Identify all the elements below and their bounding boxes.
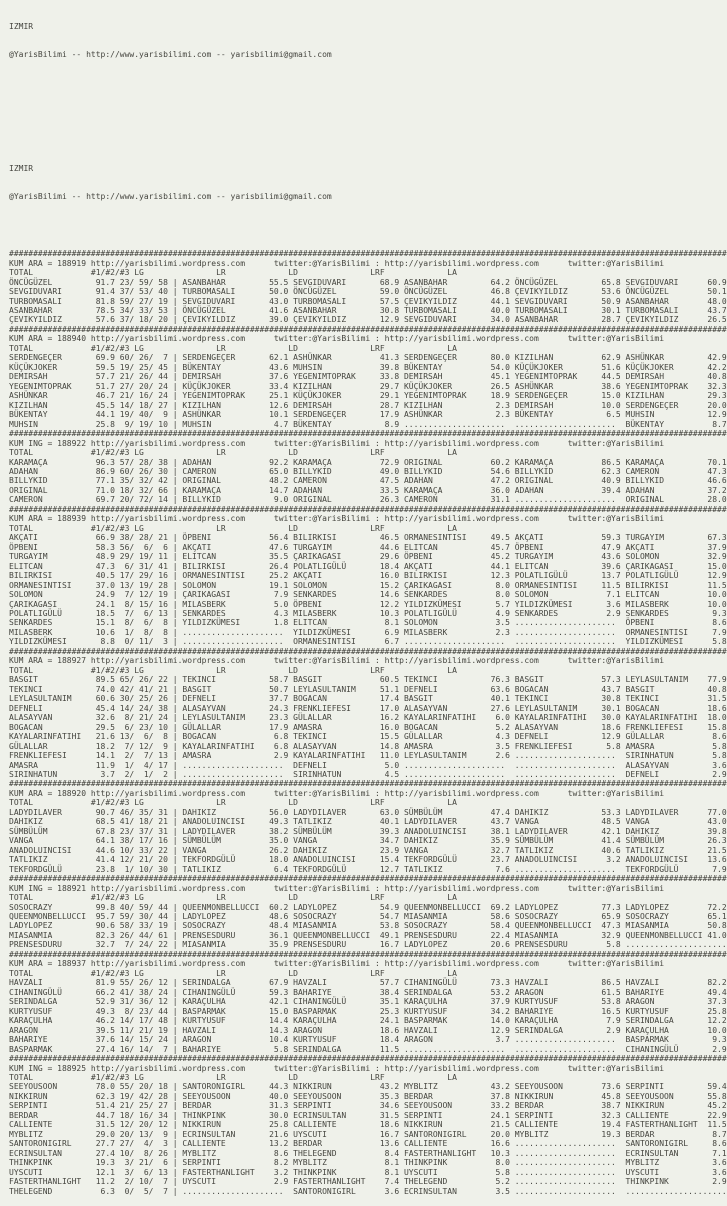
section-separator: ##################################################################################################################################################### <box>9 429 727 439</box>
section-column-headers: TOTAL #1/#2/#3 LG LR LD LRF LA <box>9 665 457 675</box>
race-row: CIHANINGÜLÜ 66.2 41/ 38/ 24 | CIHANINGÜLÜ 59.3 BAHARIYE 38.4 SERINDALGA 53.2 ARAGON 61.5 BAHARIYE 49.4 <box>9 987 727 997</box>
section-column-headers: TOTAL #1/#2/#3 LG LR LD LRF LA <box>9 343 457 353</box>
race-row: UYSCUTI 12.1 3/ 6/ 13 | FASTERTHANLIGHT 3.2 THINKPINK 8.1 UYSCUTI 5.8 ..................... UYSCUTI 3.6 <box>9 1167 727 1177</box>
section-column-headers: TOTAL #1/#2/#3 LG LR LD LRF LA <box>9 968 457 978</box>
section-column-headers: TOTAL #1/#2/#3 LG LR LD LRF LA <box>9 523 457 533</box>
race-row: KURTYUSUF 49.3 8/ 23/ 44 | BASPARMAK 15.0 BASPARMAK 25.3 KURTYUSUF 34.2 BAHARIYE 16.5 KURTYUSUF 25.8 <box>9 1006 727 1016</box>
race-row: SEVGIDUVARI 91.4 37/ 53/ 40 | TURBOMASALI 50.0 ÖNCÜGÜZEL 59.0 ÖNCÜGÜZEL 46.8 ÇEVIKYILDIZ 53.6 ÖNCÜGÜZEL 50.1 <box>9 287 727 297</box>
race-row: MIASANMIA 82.3 26/ 44/ 61 | PRENSESDURU 36.1 QUEENMONBELLUCCI 49.1 PRENSESDURU 22.4 MIASANMIA 32.9 QUEENMONBELLUCCI 41.0 <box>9 930 727 940</box>
race-row: SANTORONIGIRL 27.7 27/ 4/ 3 | CALLIENTE 13.2 BERDAR 13.6 CALLIENTE 16.6 ..................... SANTORONIGIRL 8.6 <box>9 1139 727 1149</box>
race-row: ORIGINAL 71.0 18/ 32/ 66 | KARAMAÇA 14.7 ADAHAN 33.5 KARAMAÇA 36.0 ADAHAN 39.4 ADAHAN 37.2 <box>9 485 727 495</box>
section-header: KUM ARA = 188927 http://yarisbilimi.wordpress.com twitter:@YarisBilimi : http://yarisbilimi.wordpress.com twitter:@YarisBilimi <box>9 656 665 666</box>
race-row: BASGIT 89.5 65/ 26/ 22 | TEKINCI 58.7 BASGIT 60.5 TEKINCI 76.3 BASGIT 57.3 LEYLASULTANIM 77.9 <box>9 675 727 685</box>
race-row: ECRINSULTAN 27.4 10/ 8/ 26 | MYBLITZ 8.6 THELEGEND 8.4 FASTERTHANLIGHT 10.3 ..................... ECRINSULTAN 7.1 <box>9 1148 727 1158</box>
section-separator: ##################################################################################################################################################### <box>9 1054 727 1064</box>
race-row: ELITCAN 47.3 6/ 31/ 41 | BILIRKISI 26.4 POLATLIGÜLÜ 18.4 AKÇATI 44.1 ELITCAN 39.6 ÇARIKAGASI 15.0 <box>9 561 727 571</box>
race-row: TEKFORDGÜLÜ 23.8 1/ 10/ 30 | TATLIKIZ 6.4 TEKFORDGÜLÜ 12.7 TATLIKIZ 7.6 ..................... TEKFORDGÜLÜ 7.9 <box>9 864 727 874</box>
race-row: BOGACAN 29.5 6/ 23/ 10 | GÜLALLAR 17.9 AMASRA 16.0 BOGACAN 5.2 ALASAYVAN 18.6 FRENKLIEFESI 15.8 <box>9 722 727 732</box>
race-row: NIKKIRUN 62.3 19/ 42/ 28 | SEEYOUSOON 40.0 SEEYOUSOON 35.3 BERDAR 37.8 NIKKIRUN 45.8 SEEYOUSOON 55.8 <box>9 1091 727 1101</box>
race-row: SEEYOUSOON 78.0 55/ 20/ 18 | SANTORONIGIRL 44.3 NIKKIRUN 43.2 MYBLITZ 43.2 SEEYOUSOON 73.6 SERPINTI 59.4 <box>9 1082 727 1092</box>
race-row: CAMERON 69.7 20/ 72/ 14 | BILLYKID 9.0 ORIGINAL 26.3 CAMERON 31.1 ..................... ORIGINAL 28.0 <box>9 495 727 505</box>
race-row: POLATLIGÜLÜ 18.5 7/ 6/ 13 | SENKARDES 4.3 MILASBERK 10.3 POLATLIGÜLÜ 4.9 SENKARDES 2.9 SENKARDES 9.3 <box>9 609 727 618</box>
blank-line <box>9 107 726 116</box>
race-row: YILDIZKÜMESI 8.8 0/ 11/ 3 | ..................... ORMANESINTISI 6.7 ..................... ..................... YILDIZKÜMESI 5.8 <box>9 637 727 647</box>
section-separator: ##################################################################################################################################################### <box>9 249 727 259</box>
race-row: PRENSESDURU 32.7 7/ 24/ 22 | MIASANMIA 35.9 PRENSESDURU 16.7 LADYLOPEZ 20.6 PRENSESDURU 5.8 ..................... <box>9 940 727 950</box>
race-row: BASPARMAK 27.4 16/ 14/ 7 | BAHARIYE 5.8 SERINDALGA 11.5 ..................... ..................... CIHANINGÜLÜ 2.9 <box>9 1044 727 1054</box>
masthead-city: IZMIR <box>9 21 34 31</box>
race-row: KAYALARINFATIHI 21.6 13/ 6/ 8 | BOGACAN 6.8 TEKINCI 15.5 GÜLALLAR 4.3 DEFNELI 12.9 GÜLALLAR 8.6 <box>9 732 727 742</box>
race-row: ÇEVIKYILDIZ 57.6 37/ 18/ 20 | ÇEVIKYILDIZ 39.0 ÇEVIKYILDIZ 12.9 SEVGIDUVARI 34.0 ASANBAHAR 28.7 ÇEVIKYILDIZ 26.5 <box>9 315 727 325</box>
race-row: SÜMBÜLÜM 67.8 23/ 37/ 31 | LADYDILAVER 38.2 SÜMBÜLÜM 39.3 ANADOLUINCISI 38.1 LADYDILAVER 42.1 DAHIKIZ 39.8 <box>9 826 727 836</box>
section-column-headers: TOTAL #1/#2/#3 LG LR LD LRF LA <box>9 798 457 808</box>
race-row: FASTERTHANLIGHT 11.2 2/ 10/ 7 | UYSCUTI 2.9 FASTERTHANLIGHT 7.4 THELEGEND 5.2 ..................... THINKPINK 2.9 <box>9 1177 727 1187</box>
race-row: MILASBERK 10.6 1/ 8/ 8 | ..................... YILDIZKÜMESI 6.9 MILASBERK 2.3 ..................... ORMANESINTISI 7.9 <box>9 627 727 637</box>
race-row: ALASAYVAN 32.6 8/ 21/ 24 | LEYLASULTANIM 23.3 GÜLALLAR 16.2 KAYALARINFATIHI 6.0 KAYALARINFATIHI 30.0 KAYALARINFATIHI 18.0 <box>9 713 727 723</box>
section-header: KUM ARA = 188920 http://yarisbilimi.wordpress.com twitter:@YarisBilimi : http://yarisbilimi.wordpress.com twitter:@YarisBilimi <box>9 788 665 798</box>
race-sections <box>9 249 726 1196</box>
race-row: ANADOLUINCISI 44.6 10/ 33/ 22 | VANGA 26.2 DAHIKIZ 23.9 VANGA 32.7 TATLIKIZ 40.6 TATLIKIZ 21.5 <box>9 845 727 855</box>
blank-line <box>9 136 726 145</box>
race-row: VANGA 64.1 38/ 17/ 16 | SÜMBÜLÜM 35.0 VANGA 34.7 DAHIKIZ 35.9 SÜMBÜLÜM 41.4 SÜMBÜLÜM 26.3 <box>9 836 727 846</box>
race-row: LADYLOPEZ 90.6 58/ 33/ 19 | SOSOCRAZY 48.4 MIASANMIA 53.8 SOSOCRAZY 58.4 QUEENMONBELLUCCI 47.3 MIASANMIA 50.8 <box>9 921 727 931</box>
race-row: ASANBAHAR 78.5 34/ 33/ 53 | ÖNCÜGÜZEL 41.6 ASANBAHAR 30.8 TURBOMASALI 40.0 TURBOMASALI 30.1 TURBOMASALI 43.7 <box>9 306 727 315</box>
section-column-headers: TOTAL #1/#2/#3 LG LR LD LRF LA <box>9 1072 457 1082</box>
race-row: SOLOMON 24.9 7/ 12/ 19 | ÇARIKAGASI 7.9 SENKARDES 14.6 SENKARDES 8.0 SOLOMON 7.1 ELITCAN 10.0 <box>9 590 727 600</box>
section-header: KUM ING = 188925 http://yarisbilimi.wordpress.com twitter:@YarisBilimi : http://yarisbilimi.wordpress.com twitter:@YarisBilimi <box>9 1063 665 1073</box>
race-row: SERINDALGA 52.9 31/ 36/ 12 | KARAÇULHA 42.1 CIHANINGÜLÜ 35.1 KARAÇULHA 37.9 KURTYUSUF 53.8 ARAGON 37.3 <box>9 997 727 1007</box>
race-row: DAHIKIZ 68.5 41/ 18/ 21 | ANADOLUINCISI 49.3 TATLIKIZ 40.1 LADYDILAVER 43.7 VANGA 48.5 VANGA 43.0 <box>9 817 727 827</box>
race-row: ASHÜNKAR 46.7 21/ 16/ 24 | YEGENIMTOPRAK 25.1 KÜÇÜKJOKER 29.1 YEGENIMTOPRAK 18.9 SERDENGEÇER 15.0 KIZILHAN 29.3 <box>9 391 727 401</box>
race-row: SENKARDES 15.1 8/ 6/ 8 | YILDIZKÜMESI 1.8 ELITCAN 8.1 SOLOMON 3.5 ..................... ÖPBENI 8.6 <box>9 618 727 628</box>
race-row: BILLYKID 77.1 35/ 32/ 42 | ORIGINAL 48.2 CAMERON 47.5 ADAHAN 47.2 ORIGINAL 40.9 BILLYKID 46.6 <box>9 476 727 486</box>
race-row: BÜKENTAY 44.1 19/ 40/ 9 | ASHÜNKAR 10.1 SERDENGEÇER 17.9 ASHÜNKAR 2.3 BÜKENTAY 6.5 MUHSIN 12.9 <box>9 410 727 420</box>
section-separator: ##################################################################################################################################################### <box>9 949 727 959</box>
section-header: KUM ARA = 188939 http://yarisbilimi.wordpress.com twitter:@YarisBilimi : http://yarisbilimi.wordpress.com twitter:@YarisBilimi <box>9 514 665 524</box>
race-row: TURBOMASALI 81.8 59/ 27/ 19 | SEVGIDUVARI 43.0 TURBOMASALI 57.5 ÇEVIKYILDIZ 44.1 SEVGIDUVARI 50.9 ASANBAHAR 48.0 <box>9 296 727 306</box>
section-separator: ##################################################################################################################################################### <box>9 646 727 656</box>
race-row: YEGENIMTOPRAK 51.7 27/ 20/ 24 | KÜÇÜKJOKER 33.4 KIZILHAN 29.7 KÜÇÜKJOKER 26.5 ASHÜNKAR 38.6 YEGENIMTOPRAK 32.3 <box>9 381 727 391</box>
race-row: LADYDILAVER 90.7 46/ 35/ 31 | DAHIKIZ 56.0 LADYDILAVER 63.0 SÜMBÜLÜM 47.4 DAHIKIZ 53.3 LADYDILAVER 77.0 <box>9 807 727 817</box>
section-header: KUM ARA = 188940 http://yarisbilimi.wordpress.com twitter:@YarisBilimi : http://yarisbilimi.wordpress.com twitter:@YarisBilimi <box>9 334 665 344</box>
race-row: SERDENGEÇER 69.9 60/ 26/ 7 | SERDENGEÇER 62.1 ASHÜNKAR 41.3 SERDENGEÇER 80.0 KIZILHAN 62.9 ASHÜNKAR 42.9 <box>9 353 727 363</box>
race-row: AKÇATI 66.9 38/ 28/ 21 | ÖPBENI 56.4 BILIRKISI 46.5 ORMANESINTISI 49.5 AKÇATI 59.3 TURGAYIM 67.3 <box>9 533 727 543</box>
race-row: GÜLALLAR 18.2 7/ 12/ 9 | KAYALARINFATIHI 6.8 ALASAYVAN 14.8 AMASRA 3.5 FRENKLIEFESI 5.8 AMASRA 5.8 <box>9 741 727 751</box>
section-header: KUM ING = 188922 http://yarisbilimi.wordpress.com twitter:@YarisBilimi : http://yarisbilimi.wordpress.com twitter:@YarisBilimi <box>9 438 665 448</box>
race-row: TURGAYIM 48.9 29/ 19/ 11 | ELITCAN 35.5 ÇARIKAGASI 29.6 ÖPBENI 45.2 TURGAYIM 43.6 SOLOMON 32.9 <box>9 552 727 562</box>
section-header: KUM ING = 188921 http://yarisbilimi.wordpress.com twitter:@YarisBilimi : http://yarisbilimi.wordpress.com twitter:@YarisBilimi <box>9 883 665 893</box>
masthead-contact: @YarisBilimi -- http://www.yarisbilimi.com -- yarisbilimi@gmail.com <box>9 192 332 202</box>
blank-line <box>9 79 726 88</box>
masthead-contact: @YarisBilimi -- http://www.yarisbilimi.com -- yarisbilimi@gmail.com <box>9 50 332 60</box>
section-separator: ##################################################################################################################################################### <box>9 779 727 789</box>
race-row: SOSOCRAZY 99.8 40/ 59/ 44 | QUEENMONBELLUCCI 60.2 LADYLOPEZ 54.9 QUEENMONBELLUCCI 69.2 LADYLOPEZ 77.3 LADYLOPEZ 72.2 <box>9 902 727 912</box>
race-row: BERDAR 44.7 18/ 16/ 34 | THINKPINK 30.0 ECRINSULTAN 31.5 SERPINTI 24.1 SERPINTI 32.3 CALLIENTE 22.9 <box>9 1110 727 1120</box>
race-row: THINKPINK 19.3 3/ 21/ 6 | SERPINTI 8.2 MYBLITZ 8.1 THINKPINK 8.0 ..................... MYBLITZ 3.6 <box>9 1158 727 1168</box>
section-column-headers: TOTAL #1/#2/#3 LG LR LD LRF LA <box>9 268 457 278</box>
race-row: KÜÇÜKJOKER 59.5 19/ 25/ 45 | BÜKENTAY 43.6 MUHSIN 39.8 BÜKENTAY 54.0 KÜÇÜKJOKER 51.6 KÜÇÜKJOKER 42.2 <box>9 362 727 372</box>
race-row: ÇARIKAGASI 24.1 8/ 15/ 16 | MILASBERK 5.0 ÖPBENI 12.2 YILDIZKÜMESI 5.7 YILDIZKÜMESI 3.6 MILASBERK 10.0 <box>9 599 727 609</box>
race-row: SIRINHATUN 3.7 2/ 1/ 2 | ..................... SIRINHATUN 4.5 ..................... ..................... DEFNELI 2.9 <box>9 769 727 779</box>
race-row: FRENKLIEFESI 14.1 2/ 7/ 13 | AMASRA 2.9 KAYALARINFATIHI 11.0 LEYLASULTANIM 2.6 ..................... SIRINHATUN 5.8 <box>9 751 727 761</box>
race-row: QUEENMONBELLUCCI 95.7 59/ 30/ 44 | LADYLOPEZ 48.6 SOSOCRAZY 54.7 MIASANMIA 58.6 SOSOCRAZY 65.9 SOSOCRAZY 65.1 <box>9 912 727 921</box>
section-separator: ##################################################################################################################################################### <box>9 874 727 884</box>
race-row: SERPINTI 51.4 21/ 25/ 27 | BERDAR 31.3 SERPINTI 34.6 SEEYOUSOON 33.2 BERDAR 38.7 NIKKIRUN 45.2 <box>9 1101 727 1111</box>
race-row: ÖPBENI 58.3 56/ 6/ 6 | AKÇATI 47.6 TURGAYIM 44.6 ELITCAN 45.7 ÖPBENI 47.9 AKÇATI 37.9 <box>9 542 727 552</box>
race-row: MYBLITZ 29.0 20/ 13/ 9 | ECRINSULTAN 21.6 UYSCUTI 16.7 SANTORONIGIRL 20.0 MYBLITZ 19.3 BERDAR 8.7 <box>9 1129 727 1139</box>
masthead-city: IZMIR <box>9 163 34 173</box>
race-row: CALLIENTE 31.5 12/ 20/ 12 | NIKKIRUN 25.8 CALLIENTE 18.6 NIKKIRUN 21.5 CALLIENTE 19.4 FASTERTHANLIGHT 11.5 <box>9 1120 727 1130</box>
race-row: ÖNCÜGÜZEL 91.7 23/ 59/ 58 | ASANBAHAR 55.5 SEVGIDUVARI 68.9 ASANBAHAR 64.2 ÖNCÜGÜZEL 65.8 SEVGIDUVARI 60.9 <box>9 277 727 287</box>
race-row: DEMIRSAH 57.7 21/ 26/ 44 | DEMIRSAH 37.6 YEGENIMTOPRAK 33.8 DEMIRSAH 45.1 YEGENIMTOPRAK 44.5 DEMIRSAH 40.8 <box>9 372 727 382</box>
section-column-headers: TOTAL #1/#2/#3 LG LR LD LRF LA <box>9 893 457 903</box>
race-row: TEKINCI 74.0 42/ 41/ 21 | BASGIT 50.7 LEYLASULTANIM 51.1 DEFNELI 63.6 BOGACAN 43.7 BASGIT 40.8 <box>9 684 727 694</box>
section-column-headers: TOTAL #1/#2/#3 LG LR LD LRF LA <box>9 448 457 458</box>
race-row: HAVZALI 81.9 55/ 26/ 12 | SERINDALGA 67.9 HAVZALI 57.7 CIHANINGÜLÜ 73.3 HAVZALI 86.5 HAVZALI 82.2 <box>9 978 727 988</box>
race-row: KARAÇULHA 46.2 14/ 17/ 48 | KURTYUSUF 14.4 KARAÇULHA 24.1 BASPARMAK 14.0 KARAÇULHA 7.9 SERINDALGA 12.2 <box>9 1016 727 1026</box>
race-row: THELEGEND 6.3 0/ 5/ 7 | ..................... SANTORONIGIRL 3.6 ECRINSULTAN 3.5 ..................... ..................... <box>9 1186 727 1196</box>
race-row: LEYLASULTANIM 60.6 30/ 25/ 26 | DEFNELI 37.7 BOGACAN 17.4 BASGIT 40.1 TEKINCI 30.8 TEKINCI 31.5 <box>9 694 727 704</box>
race-row: MUHSIN 25.8 9/ 19/ 10 | MUHSIN 4.7 BÜKENTAY 8.9 ..................... ..................... BÜKENTAY 8.7 <box>9 419 727 429</box>
race-row: DEFNELI 45.4 14/ 24/ 38 | ALASAYVAN 24.3 FRENKLIEFESI 17.0 ALASAYVAN 27.6 LEYLASULTANIM 30.1 BOGACAN 18.6 <box>9 703 727 713</box>
section-header: KUM ARA = 188937 http://yarisbilimi.wordpress.com twitter:@YarisBilimi : http://yarisbilimi.wordpress.com twitter:@YarisBilimi <box>9 959 665 969</box>
blank-line <box>9 221 726 230</box>
race-row: ADAHAN 86.9 60/ 26/ 30 | CAMERON 65.0 BILLYKID 49.0 BILLYKID 54.6 BILLYKID 62.3 CAMERON 47.3 <box>9 466 727 476</box>
section-separator: ##################################################################################################################################################### <box>9 324 727 334</box>
race-row: TATLIKIZ 41.4 12/ 21/ 20 | TEKFORDGÜLÜ 18.0 ANADOLUINCISI 15.4 TEKFORDGÜLÜ 23.7 ANADOLUINCISI 3.2 ANADOLUINCISI 13.6 <box>9 855 727 865</box>
race-row: BILIRKISI 40.5 17/ 29/ 16 | ORMANESINTISI 25.2 AKÇATI 16.0 BILIRKISI 12.3 POLATLIGÜLÜ 13.7 POLATLIGÜLÜ 12.9 <box>9 571 727 581</box>
race-row: ORMANESINTISI 37.0 13/ 19/ 28 | SOLOMON 19.1 SOLOMON 15.2 ÇARIKAGASI 8.0 ORMANESINTISI 11.5 BILIRKISI 11.5 <box>9 580 727 590</box>
race-row: ARAGON 39.5 11/ 21/ 19 | HAVZALI 14.3 ARAGON 18.6 HAVZALI 12.9 SERINDALGA 2.9 KARAÇULHA 10.0 <box>9 1025 727 1035</box>
section-separator: ##################################################################################################################################################### <box>9 504 727 514</box>
section-header: KUM ARA = 188919 http://yarisbilimi.wordpress.com twitter:@YarisBilimi : http://yarisbilimi.wordpress.com twitter:@YarisBilimi <box>9 258 665 268</box>
race-row: BAHARIYE 37.6 14/ 15/ 24 | ARAGON 10.4 KURTYUSUF 18.4 ARAGON 3.7 ..................... BASPARMAK 9.3 <box>9 1035 727 1045</box>
race-row: AMASRA 11.9 1/ 4/ 17 | ..................... DEFNELI 5.0 ..................... ..................... ALASAYVAN 3.6 <box>9 760 727 770</box>
race-row: KIZILHAN 45.5 14/ 18/ 27 | KIZILHAN 12.6 DEMIRSAH 28.7 KIZILHAN 2.3 DEMIRSAH 10.0 SERDENGEÇER 20.0 <box>9 400 727 410</box>
race-row: KARAMAÇA 96.3 57/ 28/ 38 | ADAHAN 92.2 KARAMAÇA 72.9 ORIGINAL 60.2 KARAMAÇA 86.5 KARAMAÇA 70.1 <box>9 457 727 467</box>
